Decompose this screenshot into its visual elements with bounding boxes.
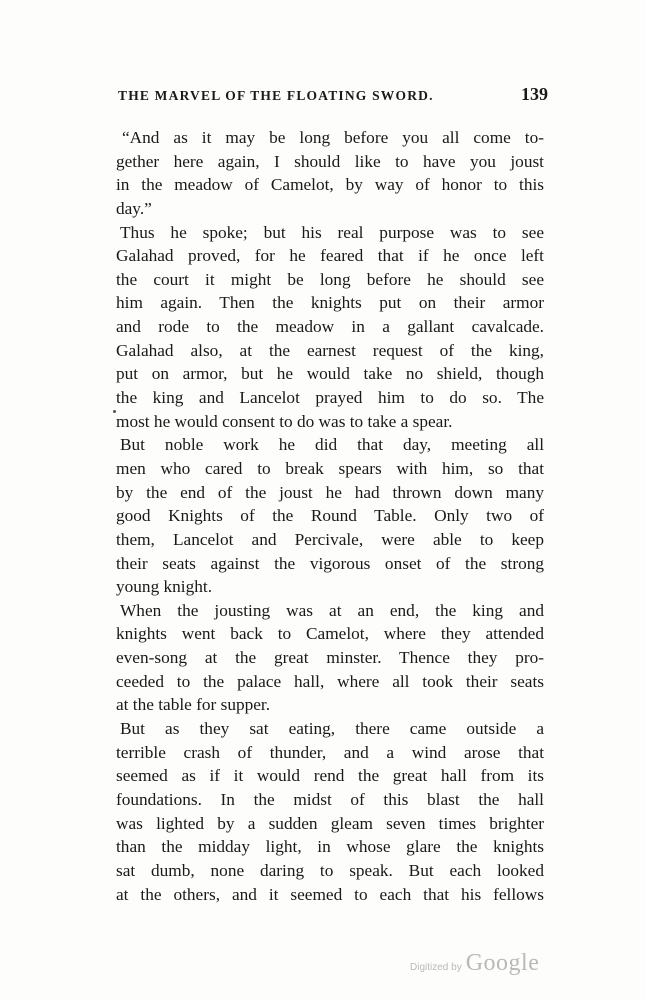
text-line: When the jousting was at an end, the king and (120, 600, 544, 620)
text-line: But as they sat eating, there came outside a (120, 719, 544, 739)
text-line: men who cared to break spears with him, so that (116, 458, 544, 478)
text-line: “And as it may be long before you all come to- (122, 128, 544, 147)
running-title: THE MARVEL OF THE FLOATING SWORD. (118, 88, 434, 103)
text-line: by the end of the joust he had thrown down many (116, 482, 544, 502)
watermark-prefix: Digitized by (410, 962, 462, 973)
text-line: day.” (116, 198, 152, 218)
text-line: terrible crash of thunder, and a wind arose that (116, 742, 544, 762)
text-line: the king and Lancelot prayed him to do so. The (116, 388, 544, 408)
text-line: put on armor, but he would take no shield, though (116, 364, 544, 384)
text-line: seemed as if it would rend the great hall from its (116, 766, 544, 786)
text-line: good Knights of the Round Table. Only two of (116, 506, 544, 526)
text-line: Galahad proved, for he feared that if he once left (116, 246, 544, 266)
text-line: gether here again, I should like to have you joust (116, 151, 544, 171)
text-line: him again. Then the knights put on their armor (116, 293, 544, 313)
text-line: them, Lancelot and Percivale, were able to keep (116, 529, 544, 549)
text-line: in the meadow of Camelot, by way of honor to this (116, 175, 544, 195)
text-line: Thus he spoke; but his real purpose was to see (120, 222, 544, 242)
text-line: Galahad also, at the earnest request of the king, (116, 340, 544, 360)
text-line: than the midday light, in whose glare the knights (116, 837, 544, 857)
text-line: foundations. In the midst of this blast the hall (116, 789, 544, 809)
text-line: sat dumb, none daring to speak. But each looked (116, 860, 544, 880)
digitized-watermark (410, 950, 539, 977)
text-line: their seats against the vigorous onset of the strong (116, 553, 544, 573)
google-logo: Google (465, 950, 540, 976)
text-line: and rode to the meadow in a gallant cavalcade. (116, 317, 544, 337)
text-line: ceeded to the palace hall, where all took their seats (116, 671, 544, 691)
page-header (118, 84, 548, 105)
text-line: most he would consent to do was to take a spear. (116, 411, 453, 431)
text-line: young knight. (116, 577, 213, 597)
text-line: was lighted by a sudden gleam seven times brighter (116, 813, 544, 833)
page-number: 139 (521, 84, 548, 104)
text-line: at the others, and it seemed to each that his fellows (116, 884, 544, 904)
text-line: even-song at the great minster. Thence they pro- (116, 648, 544, 668)
text-line: But noble work he did that day, meeting all (120, 435, 544, 455)
text-line: knights went back to Camelot, where they attended (116, 624, 544, 644)
body-text (116, 126, 544, 906)
text-line: at the table for supper. (116, 695, 271, 715)
text-line: the court it might be long before he should see (116, 269, 544, 289)
